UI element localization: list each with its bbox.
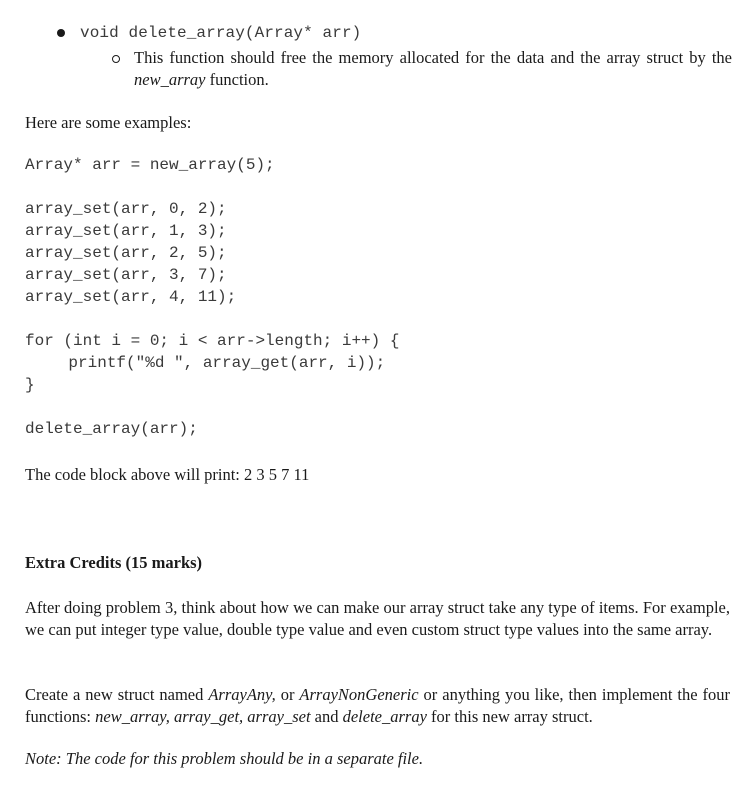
description-prefix: This function should free the memory allocated for the data and the array struct by the <box>134 48 732 67</box>
code-line-delete-array: delete_array(arr); <box>25 420 198 438</box>
bullet-dot-icon <box>57 29 65 37</box>
struct-name-array-any: ArrayAny, <box>208 685 276 704</box>
code-line-array-set: array_set(arr, 0, 2); <box>25 200 227 218</box>
bullet-ring-icon <box>112 55 120 63</box>
code-line-close-brace: } <box>25 376 35 394</box>
examples-intro: Here are some examples: <box>25 113 192 132</box>
instruction-text: for this new array struct. <box>431 707 593 726</box>
instruction-text: Create a new struct named <box>25 685 204 704</box>
function-names: new_array, array_get, array_set <box>95 707 311 726</box>
function-name-delete-array: delete_array <box>342 707 427 726</box>
output-statement: The code block above will print: 2 3 5 7 11 <box>25 465 310 484</box>
code-line-array-set: array_set(arr, 2, 5); <box>25 244 227 262</box>
separate-file-note: Note: The code for this problem should be in a separate file. <box>25 749 424 768</box>
code-line-array-set: array_set(arr, 4, 11); <box>25 288 237 306</box>
instruction-text: or anything you like, then implement the four functions: <box>25 685 731 726</box>
function-description <box>134 47 732 91</box>
code-line-printf: printf("%d ", array_get(arr, i)); <box>30 354 386 372</box>
code-line-array-set: array_set(arr, 1, 3); <box>25 222 227 240</box>
struct-name-array-non-generic: ArrayNonGeneric <box>299 685 419 704</box>
function-signature: void delete_array(Array* arr) <box>80 24 362 42</box>
description-suffix: function. <box>209 70 269 89</box>
extra-credits-instructions <box>25 684 730 728</box>
code-line-new-array: Array* arr = new_array(5); <box>25 156 275 174</box>
extra-credits-heading: Extra Credits (15 marks) <box>25 553 203 572</box>
code-line-array-set: array_set(arr, 3, 7); <box>25 266 227 284</box>
extra-credits-paragraph: After doing problem 3, think about how we can make our array struct take any type of items. For example, we can put integer type value, double type value and even custom struct type values into the same array. <box>25 598 730 639</box>
instruction-text: or <box>280 685 295 704</box>
instruction-text: and <box>314 707 339 726</box>
code-line-for-loop: for (int i = 0; i < arr->length; i++) { <box>25 332 400 350</box>
description-function-name: new_array <box>134 70 206 89</box>
